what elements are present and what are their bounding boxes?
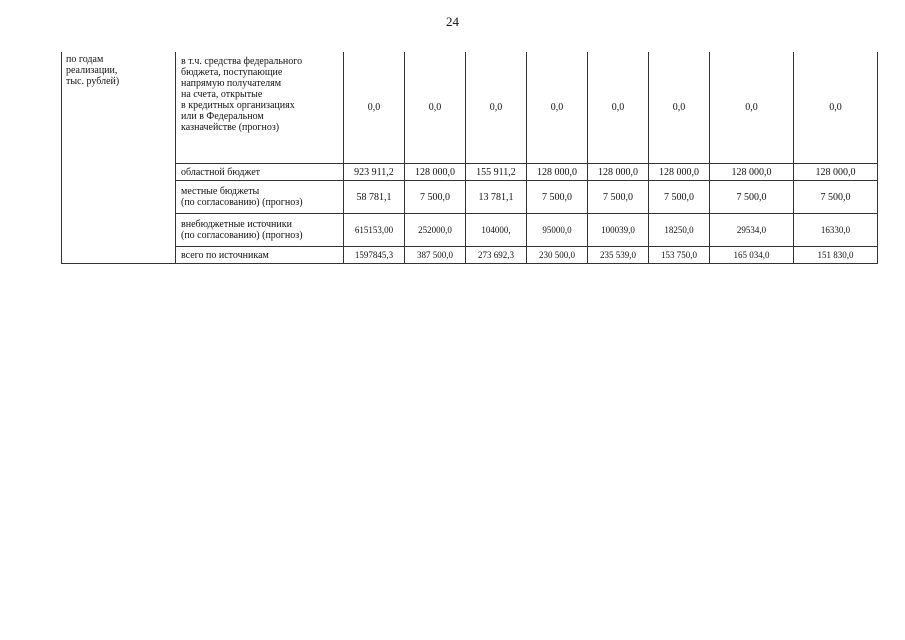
page-number: 24: [446, 14, 459, 29]
table-cell: 615153,00: [344, 214, 405, 247]
table-cell: 0,0: [794, 52, 878, 164]
table-cell: 923 911,2: [344, 164, 405, 181]
table-cell: 7 500,0: [794, 181, 878, 214]
row-label-total: всего по источникам: [176, 247, 344, 264]
table-cell: 18250,0: [649, 214, 710, 247]
table-cell: 235 539,0: [588, 247, 649, 264]
table-cell: 7 500,0: [527, 181, 588, 214]
table-cell: 0,0: [710, 52, 794, 164]
table-cell: 95000,0: [527, 214, 588, 247]
table-cell: 273 692,3: [466, 247, 527, 264]
table-cell: 230 500,0: [527, 247, 588, 264]
table-cell: 13 781,1: [466, 181, 527, 214]
table-cell: 0,0: [405, 52, 466, 164]
table-cell: 0,0: [344, 52, 405, 164]
table-cell: 7 500,0: [649, 181, 710, 214]
table-cell: 128 000,0: [649, 164, 710, 181]
row-group-header: по годам реализации, тыс. рублей): [62, 52, 176, 264]
table-cell: 128 000,0: [588, 164, 649, 181]
row-label-federal: в т.ч. средства федерального бюджета, поступающие напрямую получателям на счета, открытые в кредитных организациях или в Федеральном казначействе (прогноз): [176, 52, 344, 164]
table-cell: 128 000,0: [794, 164, 878, 181]
table-cell: 128 000,0: [710, 164, 794, 181]
table-cell: 153 750,0: [649, 247, 710, 264]
table-cell: 7 500,0: [710, 181, 794, 214]
table-cell: 0,0: [527, 52, 588, 164]
table-row-extrabudgetary: [62, 214, 878, 247]
table-cell: 151 830,0: [794, 247, 878, 264]
funding-table: [61, 52, 878, 264]
table-cell: 0,0: [466, 52, 527, 164]
table-cell: 0,0: [588, 52, 649, 164]
table-cell: 7 500,0: [588, 181, 649, 214]
table-cell: 387 500,0: [405, 247, 466, 264]
table-cell: 128 000,0: [527, 164, 588, 181]
row-label-extrabudgetary: внебюджетные источники (по согласованию) (прогноз): [176, 214, 344, 247]
table-row-total: [62, 247, 878, 264]
table-cell: 29534,0: [710, 214, 794, 247]
row-label-regional: областной бюджет: [176, 164, 344, 181]
table-cell: 7 500,0: [405, 181, 466, 214]
table-cell: 0,0: [649, 52, 710, 164]
table-cell: 1597845,3: [344, 247, 405, 264]
table-row-regional-budget: [62, 164, 878, 181]
row-label-local: местные бюджеты (по согласованию) (прогноз): [176, 181, 344, 214]
table-row-federal-budget: [62, 52, 878, 164]
table-cell: 100039,0: [588, 214, 649, 247]
table-cell: 128 000,0: [405, 164, 466, 181]
table-cell: 155 911,2: [466, 164, 527, 181]
table-cell: 165 034,0: [710, 247, 794, 264]
table-cell: 104000,: [466, 214, 527, 247]
table-row-local-budgets: [62, 181, 878, 214]
table-cell: 58 781,1: [344, 181, 405, 214]
table-cell: 252000,0: [405, 214, 466, 247]
table-cell: 16330,0: [794, 214, 878, 247]
